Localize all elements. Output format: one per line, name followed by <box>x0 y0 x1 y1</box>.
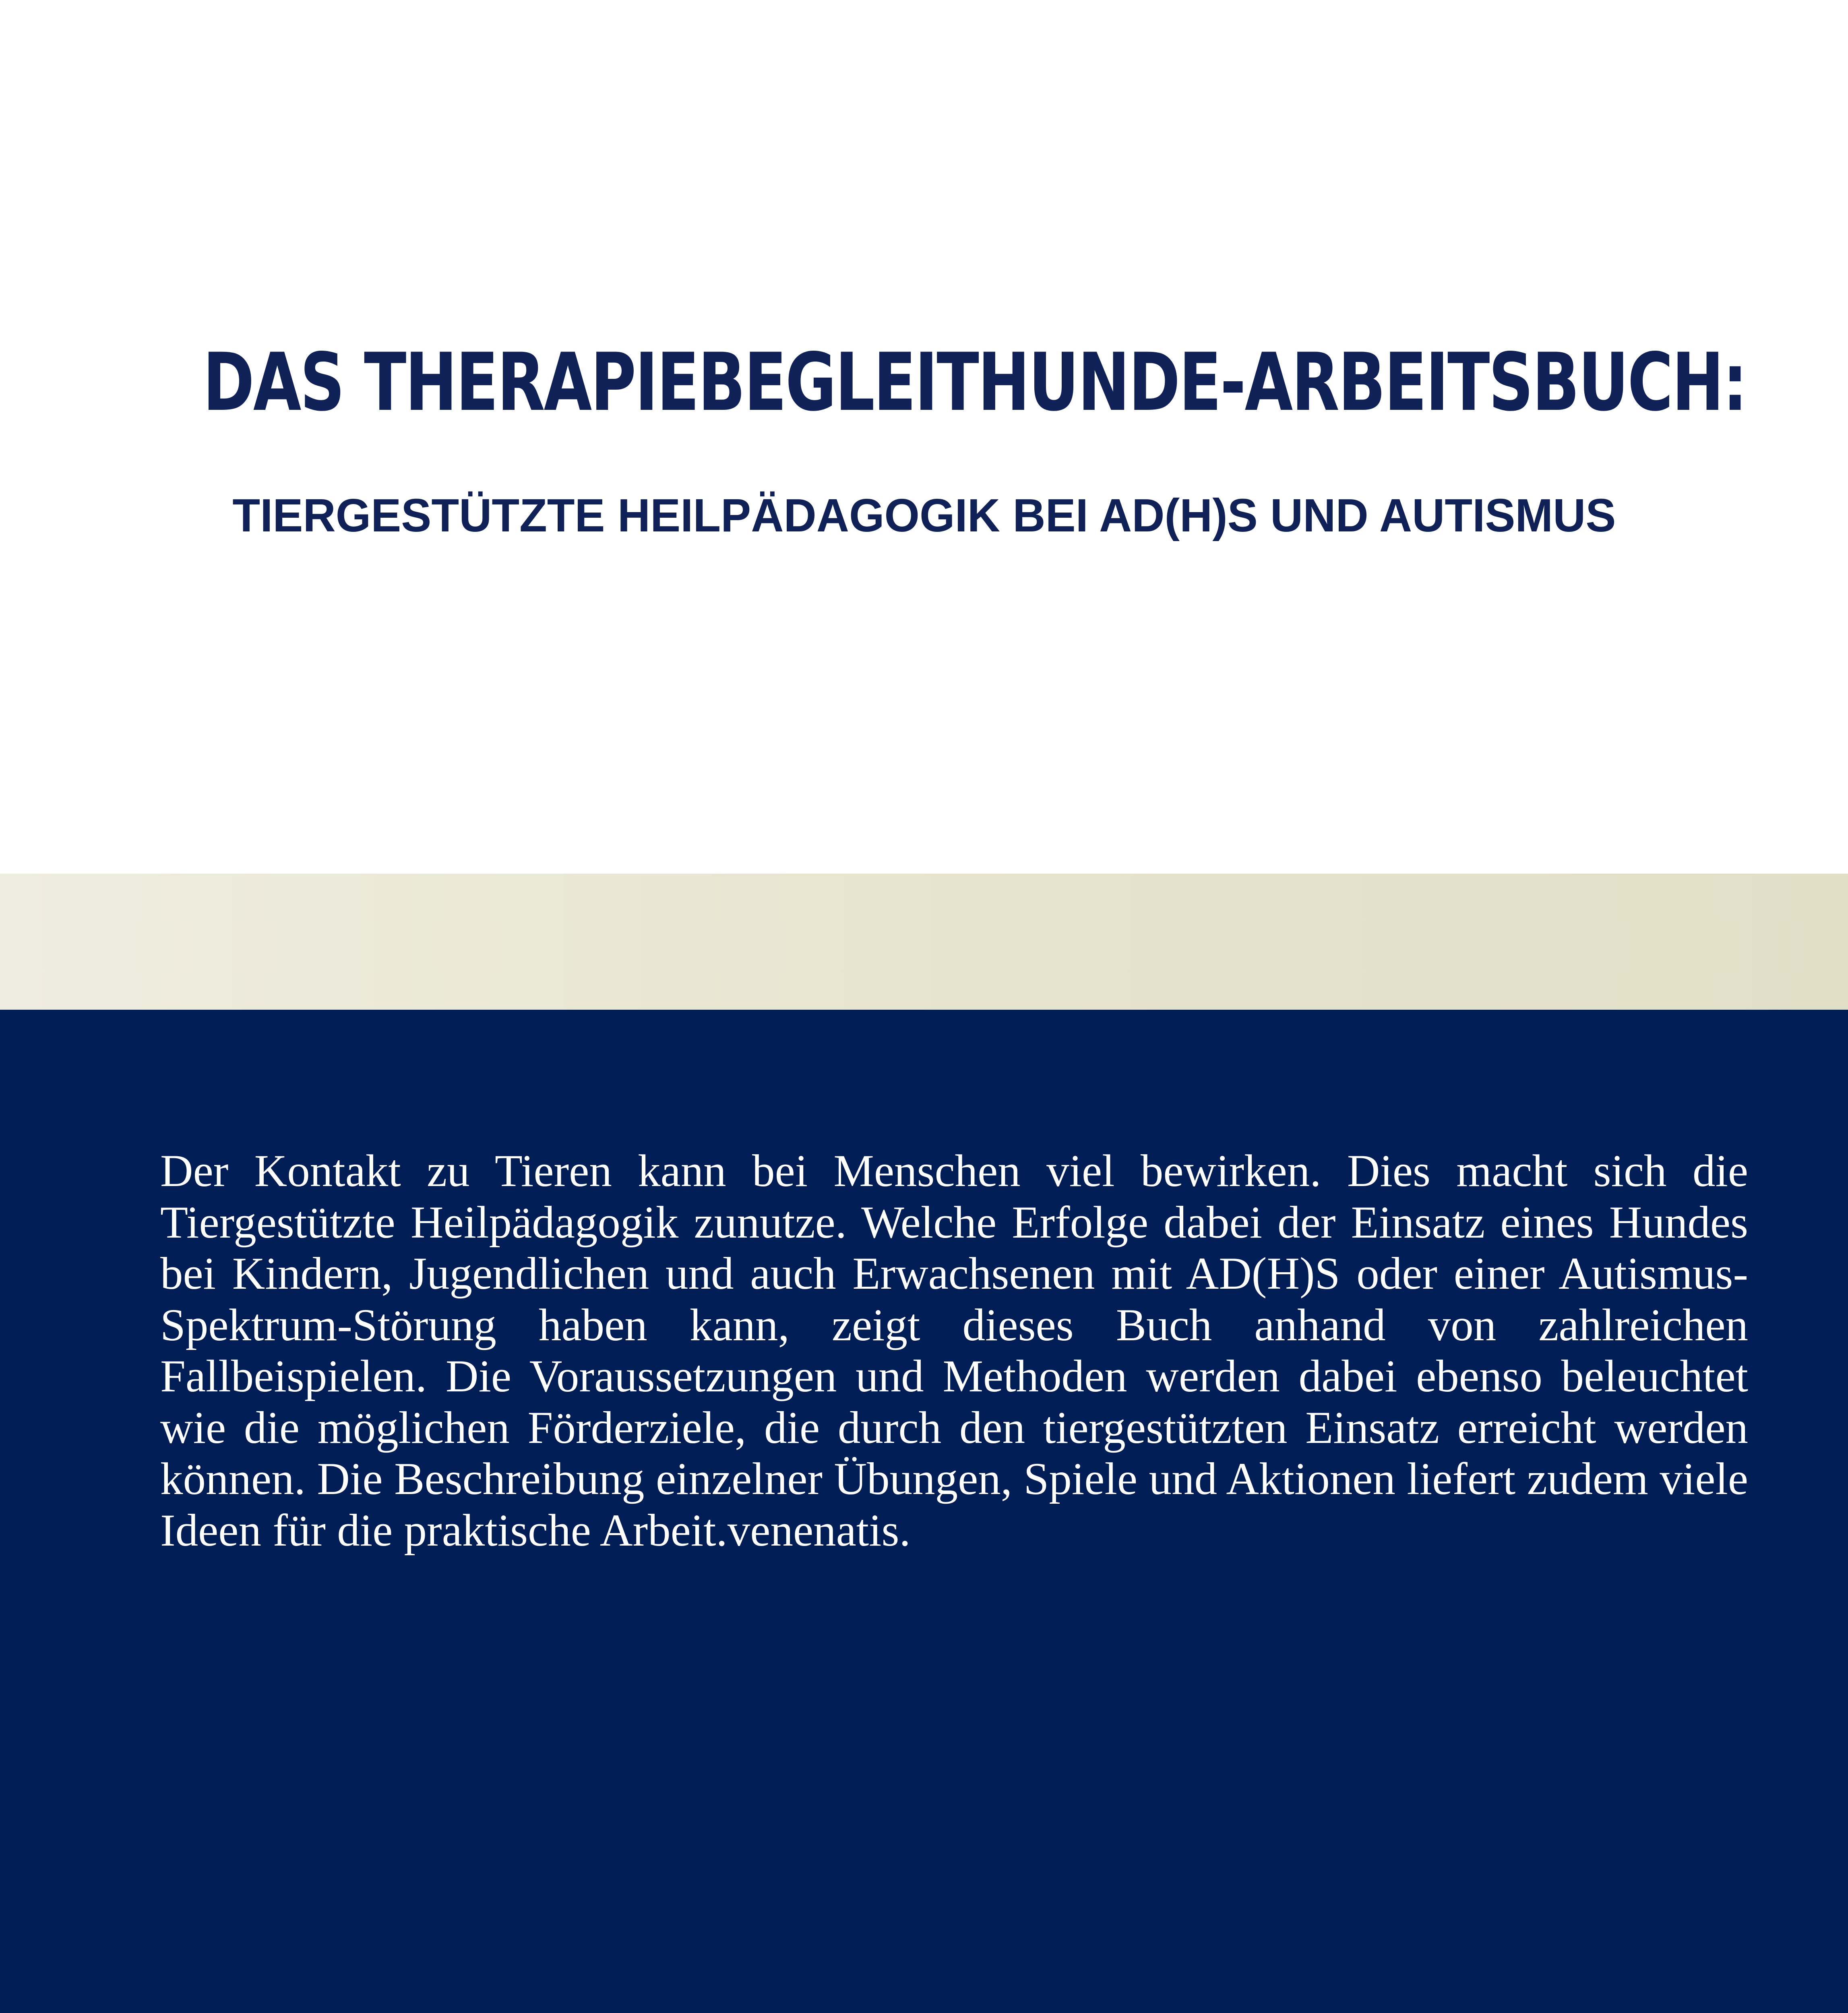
book-description: Der Kontakt zu Tieren kann bei Menschen viel bewirken. Dies macht sich die Tiergestützte Heilpädagogik zunutze. Welche Erfolge dabei der Einsatz eines Hundes bei Kindern, Jugendlichen und auch Erwachsenen mit AD(H)S oder einer Autismus-Spektrum-Störung haben kann, zeigt dieses Buch anhand von zahlreichen Fallbeispielen. Die Voraussetzungen und Methoden werden dabei ebenso beleuchtet wie die möglichen Förderziele, die durch den tiergestützten Einsatz erreicht werden können. Die Beschreibung einzelner Übungen, Spiele und Aktionen liefert zudem viele Ideen für die praktische Arbeit.venenatis. <box>160 1146 1748 1556</box>
title-area <box>0 0 1848 874</box>
book-title: DAS THERAPIEBEGLEITHUNDE-ARBEITSBUCH: <box>203 336 1747 429</box>
book-subtitle: TIERGESTÜTZTE HEILPÄDAGOGIK BEI AD(H)S UND AUTISMUS <box>232 489 1616 541</box>
decorative-band <box>0 874 1848 1010</box>
